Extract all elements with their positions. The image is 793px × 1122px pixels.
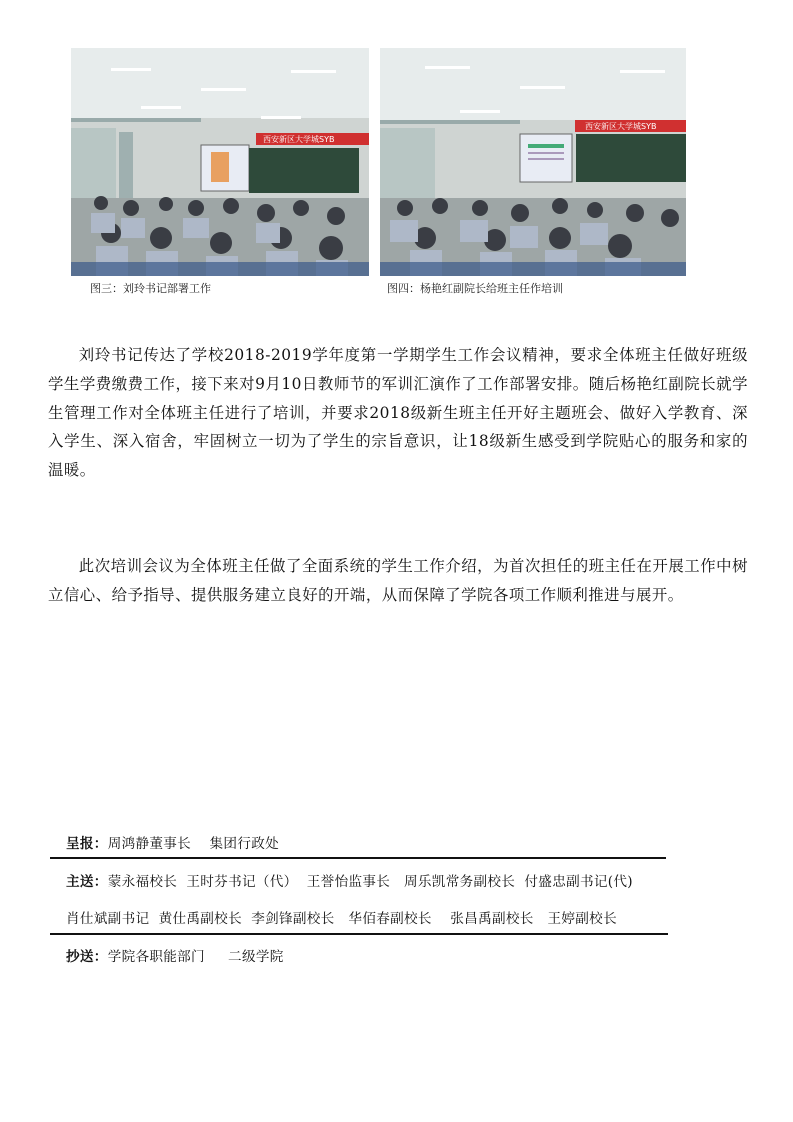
body-paragraph-2: 此次培训会议为全体班主任做了全面系统的学生工作介绍，为首次担任的班主任在开展工作中树立信心、给予指导、提供服务建立良好的开端，从而保障了学院各项工作顺利推进与展开。 xyxy=(48,557,748,604)
copy-label: 抄送： xyxy=(66,949,108,965)
copy-to-line xyxy=(66,945,284,965)
photo-yang-yanhong-training xyxy=(380,48,686,276)
figure-caption-4: 图四：杨艳红副院长给班主任作培训 xyxy=(387,282,563,295)
classroom-photo-4 xyxy=(380,48,686,276)
main-recipients-1: 蒙永福校长 王时芬书记（代） 王誉怡监事长 周乐凯常务副校长 付盛忠副书记(代) xyxy=(107,874,633,890)
copy-recipients: 学院各职能部门 二级学院 xyxy=(107,949,284,965)
banner-text-4: 西安新区大学城SYB xyxy=(585,122,657,131)
main-to-line-1 xyxy=(66,870,633,890)
main-recipients-2: 肖仕斌副书记 黄仕禹副校长 李剑锋副校长 华佰春副校长 张昌禹副校长 王婷副校长 xyxy=(66,911,617,927)
main-to-line-2 xyxy=(66,907,617,927)
body-paragraph-1: 刘玲书记传达了学校2018-2019学年度第一学期学生工作会议精神，要求全体班主任做好班级学生学费缴费工作，接下来对9月10日教师节的军训汇演作了工作部署安排。随后杨艳红副院长就学生管理工作对全体班主任进行了培训，并要求2018级新生班主任开好主题班会、做好入学教育、深入学生、深入宿舍，牢固树立一切为了学生的宗旨意识，让18级新生感受到学院贴心的服务和家的温暖。 xyxy=(48,346,748,479)
main-label: 主送： xyxy=(66,874,108,890)
divider-2 xyxy=(50,933,668,935)
report-to-line xyxy=(66,832,279,852)
photo-liu-ling-deploying-work xyxy=(71,48,369,276)
report-label: 呈报： xyxy=(66,836,108,852)
banner-text-3: 西安新区大学城SYB xyxy=(263,135,335,144)
classroom-photo-3 xyxy=(71,48,369,276)
report-recipients: 周鸿静董事长 集团行政处 xyxy=(107,836,280,852)
divider-1 xyxy=(50,857,666,859)
figure-caption-3: 图三：刘玲书记部署工作 xyxy=(90,282,211,295)
